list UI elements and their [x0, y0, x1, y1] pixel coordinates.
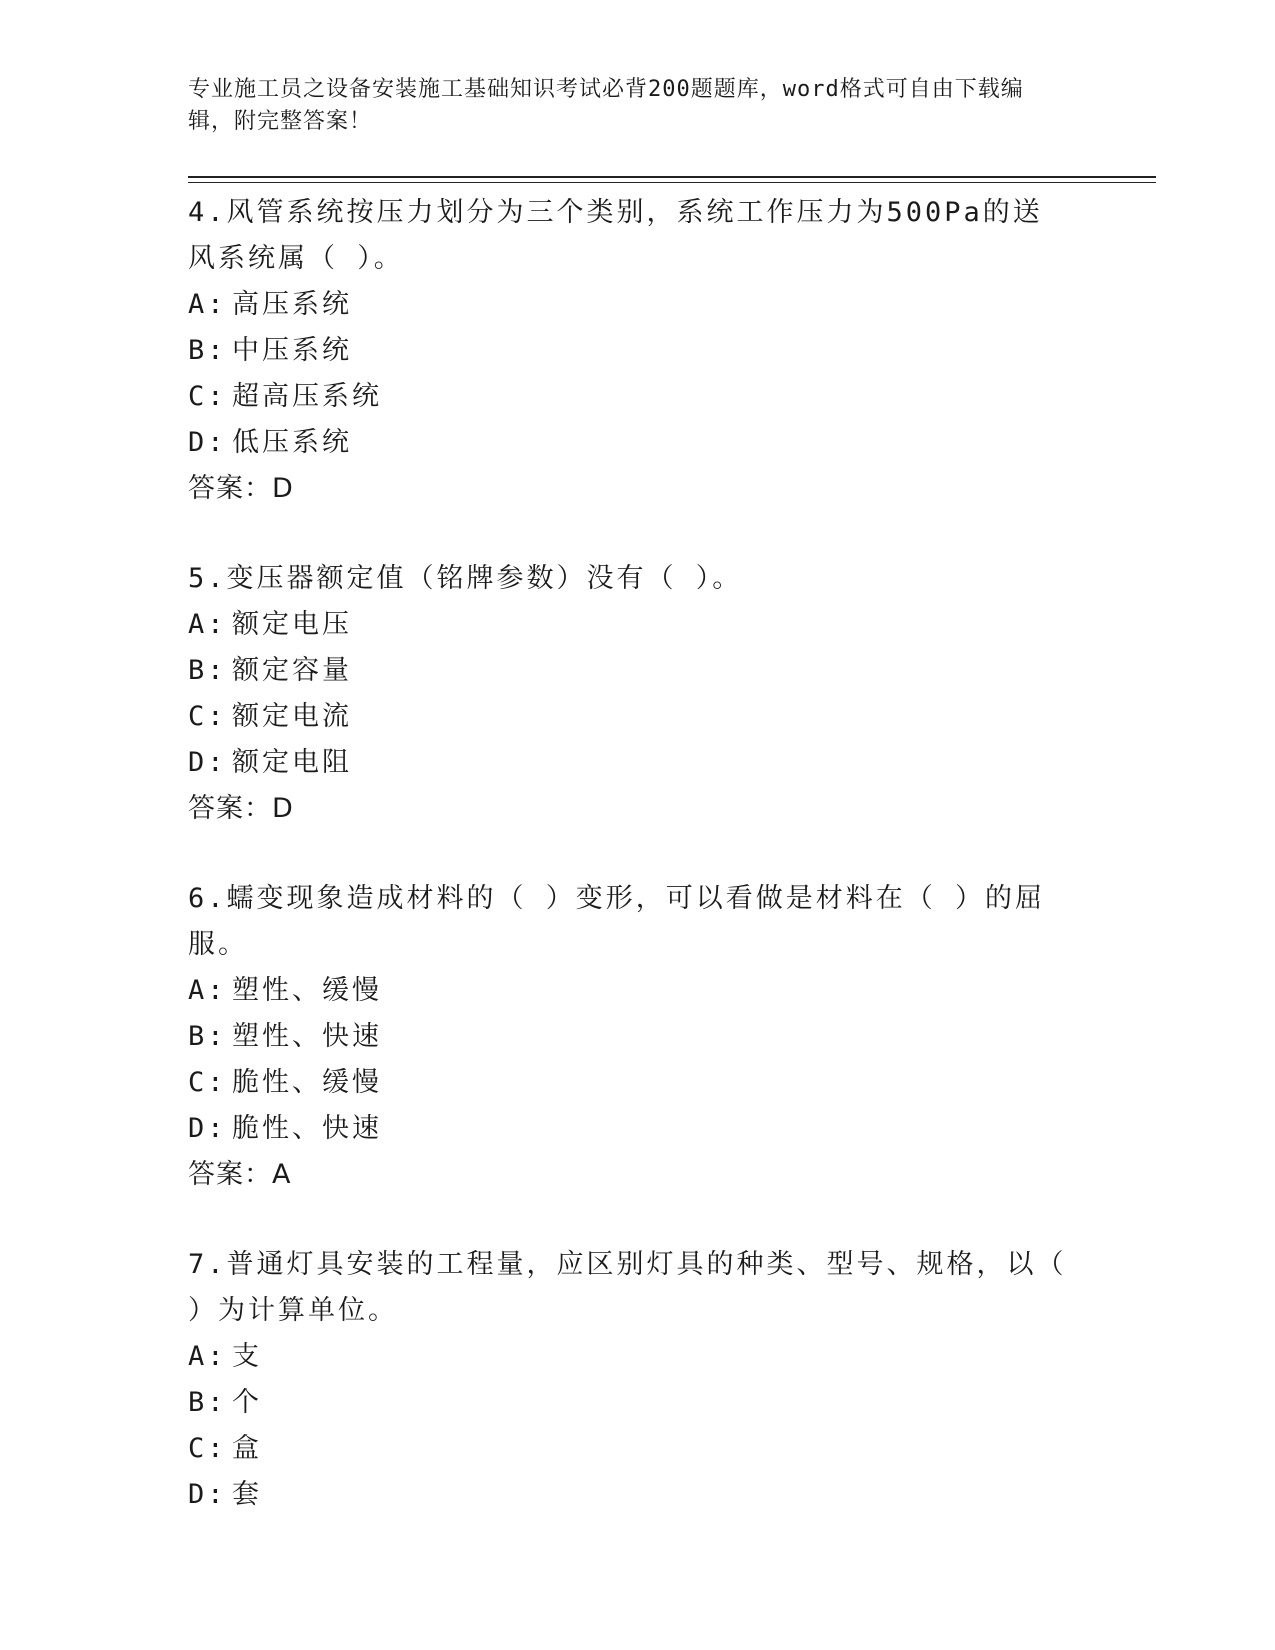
option-a [188, 602, 1068, 648]
option-text: 额定电压 [232, 609, 352, 640]
answer-line: 答案：D [188, 473, 294, 504]
option-c [188, 1426, 1068, 1472]
option-text: 塑性、快速 [232, 1021, 382, 1052]
question-text: 7.普通灯具安装的工程量，应区别灯具的种类、型号、规格，以（ ）为计算单位。 [188, 1249, 1067, 1326]
question-7 [188, 1242, 1068, 1518]
option-b [188, 328, 1068, 374]
option-letter: B: [188, 655, 227, 686]
option-text: 中压系统 [232, 335, 352, 366]
option-text: 额定容量 [232, 655, 352, 686]
option-text: 额定电阻 [232, 747, 352, 778]
option-b [188, 1014, 1068, 1060]
option-d [188, 420, 1068, 466]
option-text: 个 [232, 1387, 262, 1418]
answer-line: 答案：A [188, 1159, 292, 1190]
header-divider-thick [188, 176, 1156, 178]
question-text: 4.风管系统按压力划分为三个类别，系统工作压力为500Pa的送风系统属（ ）。 [188, 197, 1043, 274]
option-text: 套 [232, 1479, 262, 1510]
question-5 [188, 556, 1068, 832]
option-letter: D: [188, 1113, 227, 1144]
answer-line: 答案：D [188, 793, 294, 824]
option-b [188, 648, 1068, 694]
option-a [188, 1334, 1068, 1380]
option-a [188, 282, 1068, 328]
option-d [188, 740, 1068, 786]
option-d [188, 1106, 1068, 1152]
option-letter: C: [188, 381, 227, 412]
option-letter: C: [188, 1433, 227, 1464]
option-letter: A: [188, 289, 227, 320]
option-text: 盒 [232, 1433, 262, 1464]
option-c [188, 1060, 1068, 1106]
question-text: 5.变压器额定值（铭牌参数）没有（ ）。 [188, 563, 743, 594]
option-text: 高压系统 [232, 289, 352, 320]
option-letter: A: [188, 1341, 227, 1372]
document-header-title: 专业施工员之设备安装施工基础知识考试必背200题题库，word格式可自由下载编辑，附完整答案！ [188, 77, 1024, 134]
option-c [188, 694, 1068, 740]
option-letter: C: [188, 701, 227, 732]
question-text: 6.蠕变现象造成材料的（ ）变形，可以看做是材料在（ ）的屈服。 [188, 883, 1046, 960]
header-divider-thin [188, 182, 1156, 183]
option-text: 低压系统 [232, 427, 352, 458]
option-c [188, 374, 1068, 420]
option-letter: B: [188, 1387, 227, 1418]
option-text: 脆性、缓慢 [232, 1067, 382, 1098]
option-letter: C: [188, 1067, 227, 1098]
option-text: 塑性、缓慢 [232, 975, 382, 1006]
question-6 [188, 876, 1068, 1198]
option-letter: B: [188, 1021, 227, 1052]
option-letter: D: [188, 1479, 227, 1510]
option-text: 脆性、快速 [232, 1113, 382, 1144]
option-letter: A: [188, 609, 227, 640]
option-b [188, 1380, 1068, 1426]
option-text: 超高压系统 [232, 381, 382, 412]
option-a [188, 968, 1068, 1014]
option-letter: D: [188, 427, 227, 458]
option-text: 额定电流 [232, 701, 352, 732]
option-letter: B: [188, 335, 227, 366]
option-letter: A: [188, 975, 227, 1006]
option-text: 支 [232, 1341, 262, 1372]
question-4 [188, 190, 1068, 512]
option-d [188, 1472, 1068, 1518]
question-list [188, 190, 1068, 1562]
option-letter: D: [188, 747, 227, 778]
